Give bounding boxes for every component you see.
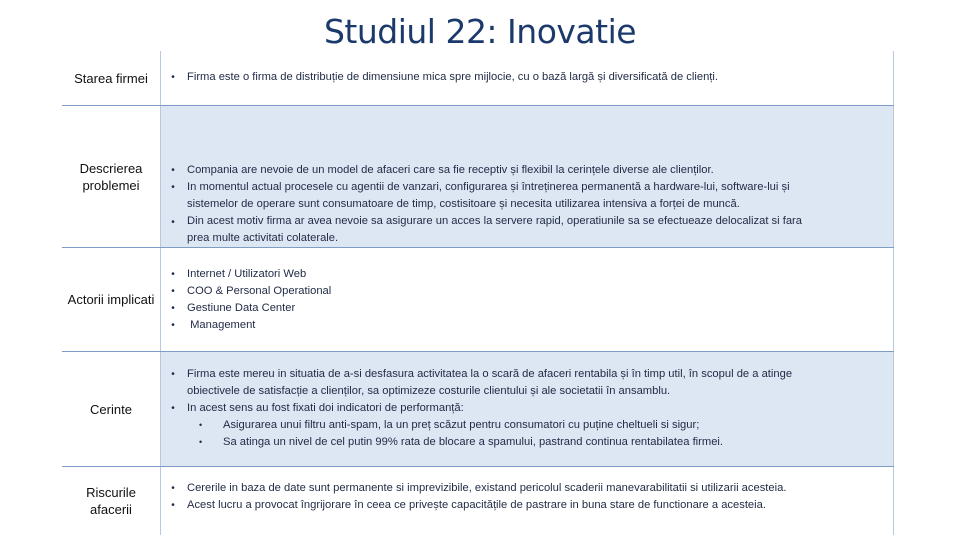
row-content-cerinte — [160, 352, 894, 466]
list-item: • Cererile in baza de date sunt permanente si imprevizibile, existand pericolul scaderii manevarabilitatii si utilizarii acesteia. — [161, 480, 185, 497]
list-item: • COO & Personal Operational — [161, 283, 185, 300]
page-title: Studiul 22: Inovatie — [323, 12, 637, 51]
row-label-starea: Starea firmei — [74, 70, 148, 86]
row-label-descrierea: Descrierea problemei — [79, 160, 143, 193]
bullet-icon: • — [171, 320, 175, 331]
requirements-text: Firma este mereu in situatia de a-si desfasura activitatea la o scară de afaceri rentabila și în timp util, în scopul de a atinge obiectivele de satisfacție a clienților, sa optimizeze costurile clientului și ale societatii în ansamblu. In acest sens au fost fixati doi indicatori de performanță: • Asigurarea unui filtru anti-spam, la un preț scăzut pentru consumatori cu puține cheltueli si sigur; • Sa atinga un nivel de cel putin 99% rata de blocare a spamului, pastrand continua rentabilatea firmei. — [187, 366, 792, 451]
table-row-descrierea — [62, 106, 894, 248]
sub-list-item: • Asigurarea unui filtru anti-spam, la un preț scăzut pentru consumatori cu puține cheltueli si sigur; — [187, 417, 792, 434]
row-label-actorii: Actorii implicati — [67, 292, 155, 307]
bullet-icon: • — [171, 483, 175, 494]
bullet-icon: • — [171, 500, 175, 511]
row-content-actorii — [160, 248, 894, 351]
bullet-icon: • — [171, 403, 175, 414]
bullet-icon: • — [171, 269, 175, 280]
bullet-icon: • — [199, 437, 203, 447]
bullet-icon: • — [171, 165, 175, 176]
bullet-icon: • — [171, 182, 175, 193]
sub-list-item: • Sa atinga un nivel de cel putin 99% rata de blocare a spamului, pastrand continua rentabilatea firmei. — [187, 434, 792, 451]
row-content-descrierea — [160, 106, 894, 247]
list-item: • Firma este o firma de distribuție de dimensiune mica spre mijlocie, cu o bază largă și diversificată de clienți. — [161, 69, 185, 86]
table-row-starea — [62, 51, 894, 106]
table-row-riscurile — [62, 467, 894, 535]
bullet-icon: • — [171, 286, 175, 297]
bullet-icon: • — [171, 217, 175, 228]
row-content-starea — [160, 51, 894, 105]
row-label-cerinte: Cerinte — [90, 401, 132, 417]
list-item: • Acest lucru a provocat îngrijorare în ceea ce privește capacitățile de pastrare in buna stare de functionare a acesteia. — [161, 497, 185, 514]
bullet-icon: • — [171, 303, 175, 314]
table-row-cerinte — [62, 352, 894, 467]
table-row-actorii — [62, 248, 894, 352]
info-table — [62, 51, 894, 535]
problem-description-text: Compania are nevoie de un model de afaceri care sa fie receptiv și flexibil la cerințele diverse ale clienților. In momentul actual procesele cu agentii de vanzari, configurarea și întreținerea permanentă a hardware-lui, software-lui și sistemelor de operare sunt consumatoare de timp, costisitoare și necesita utilizarea intensiva a forței de muncă. Din acest motiv firma ar avea nevoie sa asigurare un acces la servere rapid, operatiunile sa se efectueaze delocalizat si fara prea multe activitati colaterale. — [187, 164, 803, 244]
bullet-icon: • — [171, 72, 175, 83]
row-label-riscurile: Riscurile afacerii — [86, 485, 136, 517]
list-item: • Management — [161, 317, 185, 334]
list-item: • Gestiune Data Center — [161, 300, 185, 317]
bullet-icon: • — [171, 369, 175, 380]
row-content-riscurile — [160, 467, 894, 535]
list-item: • Internet / Utilizatori Web — [161, 266, 185, 283]
bullet-icon: • — [199, 420, 203, 430]
